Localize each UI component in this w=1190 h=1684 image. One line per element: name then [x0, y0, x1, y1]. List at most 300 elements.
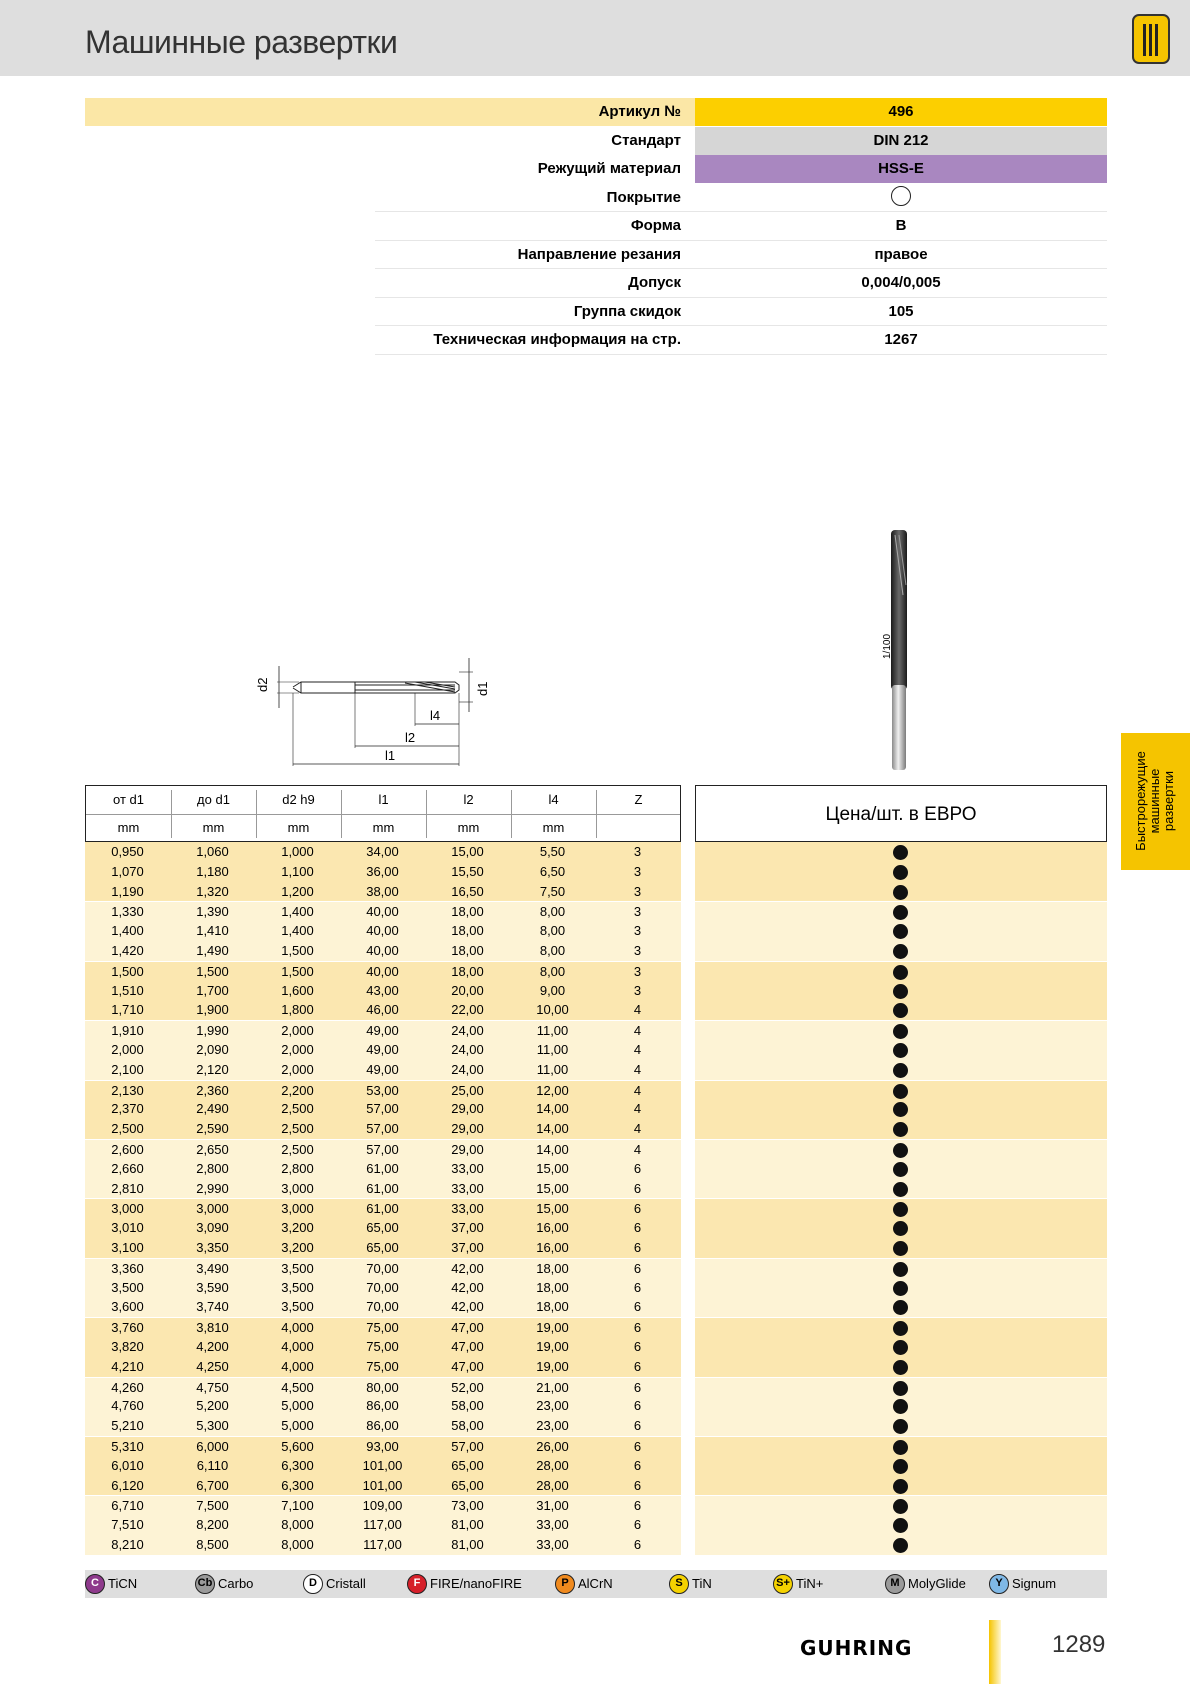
spec-value: правое	[874, 245, 928, 263]
table-cell: 3,740	[196, 1299, 229, 1315]
spec-row	[85, 269, 1107, 298]
price-row	[695, 1198, 1107, 1218]
table-cell: 4,200	[196, 1338, 229, 1354]
table-header	[85, 785, 681, 842]
table-cell: 18,00	[536, 1299, 569, 1315]
price-row	[695, 1416, 1107, 1436]
table-cell: 18,00	[536, 1260, 569, 1276]
table-cell: 19,00	[536, 1338, 569, 1354]
spec-value: 496	[695, 98, 1107, 126]
table-row	[85, 842, 681, 862]
table-cell: 61,00	[366, 1201, 399, 1217]
label-l4: l4	[430, 708, 441, 723]
table-cell: 6	[633, 1201, 642, 1217]
table-cell: 8,00	[539, 904, 566, 920]
table-cell: 5,200	[196, 1398, 229, 1414]
table-cell: 1,100	[281, 863, 314, 879]
table-cell: 1,500	[196, 963, 229, 979]
table-cell: 3,000	[196, 1201, 229, 1217]
brand-logo: GUHRING	[800, 1636, 913, 1660]
availability-dot-icon	[893, 885, 908, 900]
availability-dot-icon	[893, 1262, 908, 1277]
column-header: d2 h9	[282, 792, 315, 807]
spec-row	[85, 155, 1107, 184]
table-cell: 2,200	[281, 1082, 314, 1098]
table-cell: 8,00	[539, 923, 566, 939]
table-cell: 2,120	[196, 1061, 229, 1077]
availability-dot-icon	[893, 1381, 908, 1396]
table-cell: 3,810	[196, 1320, 229, 1336]
table-cell: 1,410	[196, 923, 229, 939]
table-cell: 57,00	[366, 1101, 399, 1117]
table-cell: 101,00	[362, 1457, 403, 1473]
table-cell: 65,00	[451, 1477, 484, 1493]
availability-dot-icon	[893, 1003, 908, 1018]
price-row	[695, 882, 1107, 902]
price-row	[695, 1278, 1107, 1298]
table-cell: 42,00	[451, 1279, 484, 1295]
availability-dot-icon	[893, 1102, 908, 1117]
table-cell: 8,00	[539, 942, 566, 958]
table-cell: 81,00	[451, 1517, 484, 1533]
table-cell: 6	[633, 1398, 642, 1414]
table-cell: 4,260	[111, 1379, 144, 1395]
availability-dot-icon	[893, 1360, 908, 1375]
legend-item	[195, 1574, 253, 1594]
table-cell: 16,50	[451, 883, 484, 899]
spec-label: Стандарт	[611, 131, 681, 149]
availability-dot-icon	[893, 924, 908, 939]
table-cell: 2,800	[281, 1160, 314, 1176]
availability-dot-icon	[893, 1518, 908, 1533]
availability-dot-icon	[893, 1300, 908, 1315]
spec-label: Направление резания	[517, 245, 681, 263]
table-cell: 4,760	[111, 1398, 144, 1414]
availability-dot-icon	[893, 1241, 908, 1256]
table-cell: 29,00	[451, 1121, 484, 1137]
label-l2: l2	[405, 730, 416, 745]
table-row	[85, 1238, 681, 1258]
table-cell: 1,400	[111, 923, 144, 939]
table-row	[85, 1396, 681, 1416]
reamer-logo-icon	[1132, 14, 1170, 64]
table-cell: 49,00	[366, 1041, 399, 1057]
availability-dot-icon	[893, 1221, 908, 1236]
availability-dot-icon	[893, 1162, 908, 1177]
legend-item	[303, 1574, 366, 1594]
table-cell: 14,00	[536, 1121, 569, 1137]
table-cell: 3,000	[281, 1180, 314, 1196]
table-cell: 80,00	[366, 1379, 399, 1395]
page-header	[0, 0, 1190, 76]
table-cell: 101,00	[362, 1477, 403, 1493]
availability-dot-icon	[893, 1479, 908, 1494]
table-cell: 2,650	[196, 1141, 229, 1157]
table-cell: 2,360	[196, 1082, 229, 1098]
dimension-table	[85, 785, 681, 1555]
section-tab-line3: развертки	[1161, 770, 1176, 832]
section-tab-line2: машинные	[1147, 768, 1162, 834]
table-cell: 70,00	[366, 1260, 399, 1276]
spec-label: Техническая информация на стр.	[433, 331, 681, 348]
table-cell: 6	[633, 1358, 642, 1374]
table-row	[85, 981, 681, 1001]
table-row	[85, 941, 681, 961]
table-cell: 6	[633, 1438, 642, 1454]
table-cell: 2,500	[281, 1141, 314, 1157]
table-cell: 1,490	[196, 942, 229, 958]
table-row	[85, 1119, 681, 1139]
table-cell: 3,500	[111, 1279, 144, 1295]
availability-dot-icon	[893, 1202, 908, 1217]
price-row	[695, 1357, 1107, 1377]
price-row	[695, 1080, 1107, 1100]
table-cell: 14,00	[536, 1101, 569, 1117]
table-cell: 3,590	[196, 1279, 229, 1295]
price-row	[695, 1436, 1107, 1456]
table-cell: 1,190	[111, 883, 144, 899]
label-d2: d2	[255, 677, 270, 692]
price-row	[695, 941, 1107, 961]
price-row	[695, 1060, 1107, 1080]
table-cell: 6	[633, 1279, 642, 1295]
table-cell: 6	[633, 1477, 642, 1493]
table-cell: 57,00	[366, 1141, 399, 1157]
price-row	[695, 1020, 1107, 1040]
table-cell: 1,180	[196, 863, 229, 879]
column-header: l2	[463, 792, 474, 807]
table-cell: 1,800	[281, 1002, 314, 1018]
table-cell: 1,500	[111, 963, 144, 979]
table-cell: 43,00	[366, 982, 399, 998]
table-cell: 57,00	[366, 1121, 399, 1137]
table-cell: 38,00	[366, 883, 399, 899]
table-cell: 2,000	[281, 1061, 314, 1077]
table-row	[85, 1080, 681, 1100]
table-cell: 6,010	[111, 1457, 144, 1473]
table-cell: 5,000	[281, 1398, 314, 1414]
table-row	[85, 1139, 681, 1159]
price-row	[695, 1119, 1107, 1139]
table-cell: 46,00	[366, 1002, 399, 1018]
table-cell: 4	[633, 1101, 642, 1117]
availability-dot-icon	[893, 1043, 908, 1058]
price-row	[695, 1396, 1107, 1416]
price-row	[695, 1297, 1107, 1317]
table-cell: 3,010	[111, 1220, 144, 1236]
table-cell: 6	[633, 1498, 642, 1514]
table-cell: 40,00	[366, 904, 399, 920]
availability-dot-icon	[893, 865, 908, 880]
table-cell: 2,800	[196, 1160, 229, 1176]
table-cell: 81,00	[451, 1536, 484, 1552]
table-cell: 18,00	[451, 963, 484, 979]
table-cell: 4,750	[196, 1379, 229, 1395]
availability-dot-icon	[893, 1182, 908, 1197]
table-cell: 1,900	[196, 1002, 229, 1018]
table-cell: 75,00	[366, 1320, 399, 1336]
table-cell: 33,00	[451, 1201, 484, 1217]
legend-item	[669, 1574, 712, 1594]
table-cell: 3,100	[111, 1239, 144, 1255]
table-cell: 4	[633, 1141, 642, 1157]
price-row	[695, 1317, 1107, 1337]
table-cell: 53,00	[366, 1082, 399, 1098]
table-cell: 10,00	[536, 1002, 569, 1018]
table-cell: 34,00	[366, 844, 399, 859]
price-row	[695, 1139, 1107, 1159]
table-cell: 1,500	[281, 942, 314, 958]
table-cell: 6	[633, 1379, 642, 1395]
table-row	[85, 1436, 681, 1456]
table-cell: 6	[633, 1239, 642, 1255]
table-cell: 2,100	[111, 1061, 144, 1077]
table-cell: 0,950	[111, 844, 144, 859]
availability-dot-icon	[893, 1459, 908, 1474]
table-body	[85, 842, 681, 1555]
table-cell: 33,00	[536, 1517, 569, 1533]
table-cell: 3,760	[111, 1320, 144, 1336]
table-cell: 18,00	[451, 904, 484, 920]
table-cell: 42,00	[451, 1299, 484, 1315]
table-cell: 4,210	[111, 1358, 144, 1374]
table-cell: 20,00	[451, 982, 484, 998]
column-header: l1	[378, 792, 389, 807]
coating-badge-icon: S+	[773, 1574, 793, 1594]
table-cell: 6	[633, 1320, 642, 1336]
table-cell: 2,490	[196, 1101, 229, 1117]
column-header: Z	[634, 792, 643, 807]
table-cell: 4,000	[281, 1358, 314, 1374]
table-cell: 5,600	[281, 1438, 314, 1454]
table-cell: 1,400	[281, 923, 314, 939]
table-cell: 24,00	[451, 1041, 484, 1057]
table-cell: 86,00	[366, 1398, 399, 1414]
table-cell: 11,00	[536, 1061, 569, 1077]
table-cell: 7,50	[539, 883, 566, 899]
table-cell: 8,210	[111, 1536, 144, 1552]
table-cell: 117,00	[363, 1517, 402, 1533]
table-cell: 3	[633, 904, 642, 920]
legend-label: TiN	[692, 1576, 712, 1591]
table-row	[85, 1456, 681, 1476]
coating-badge-icon: C	[85, 1574, 105, 1594]
column-unit: mm	[542, 820, 565, 835]
table-cell: 6	[633, 1418, 642, 1434]
section-tab-line1: Быстрорежущие	[1133, 751, 1148, 851]
table-cell: 19,00	[536, 1320, 569, 1336]
availability-dot-icon	[893, 965, 908, 980]
price-row	[695, 921, 1107, 941]
footer-accent	[989, 1620, 1001, 1684]
table-cell: 2,810	[111, 1180, 144, 1196]
row-divider	[375, 354, 1107, 355]
coating-badge-icon: M	[885, 1574, 905, 1594]
table-cell: 2,500	[281, 1101, 314, 1117]
uncoated-circle-icon	[891, 186, 911, 206]
label-d1: d1	[475, 681, 490, 696]
table-cell: 61,00	[366, 1160, 399, 1176]
spec-label: Группа скидок	[573, 302, 681, 320]
table-cell: 15,00	[451, 844, 484, 859]
table-cell: 4,000	[281, 1320, 314, 1336]
table-cell: 3	[633, 863, 642, 879]
table-cell: 33,00	[451, 1160, 484, 1176]
price-row	[695, 1495, 1107, 1515]
table-row	[85, 1060, 681, 1080]
table-cell: 18,00	[451, 923, 484, 939]
availability-dot-icon	[893, 1419, 908, 1434]
column-unit: mm	[287, 820, 310, 835]
table-cell: 6	[633, 1160, 642, 1176]
coating-badge-icon: P	[555, 1574, 575, 1594]
table-cell: 6	[633, 1220, 642, 1236]
table-cell: 14,00	[536, 1141, 569, 1157]
table-cell: 3,820	[111, 1338, 144, 1354]
table-cell: 7,500	[196, 1498, 229, 1514]
table-cell: 2,090	[196, 1041, 229, 1057]
availability-dot-icon	[893, 905, 908, 920]
table-cell: 5,210	[111, 1418, 144, 1434]
table-cell: 3	[633, 963, 642, 979]
table-cell: 8,000	[281, 1517, 314, 1533]
table-row	[85, 1000, 681, 1020]
table-cell: 3,090	[196, 1220, 229, 1236]
table-cell: 5,300	[196, 1418, 229, 1434]
table-cell: 6,000	[196, 1438, 229, 1454]
table-cell: 19,00	[536, 1358, 569, 1374]
table-cell: 37,00	[451, 1220, 484, 1236]
legend-item	[85, 1574, 137, 1594]
table-row	[85, 1476, 681, 1496]
table-cell: 3,200	[281, 1239, 314, 1255]
price-row	[695, 1456, 1107, 1476]
table-cell: 7,100	[281, 1498, 314, 1514]
table-cell: 5,000	[281, 1418, 314, 1434]
spec-value: 105	[888, 302, 914, 320]
spec-label: Форма	[630, 217, 681, 234]
spec-row	[85, 241, 1107, 270]
table-row	[85, 1179, 681, 1199]
table-cell: 3,000	[111, 1201, 144, 1217]
table-cell: 3,350	[196, 1239, 229, 1255]
table-row	[85, 921, 681, 941]
table-cell: 29,00	[451, 1141, 484, 1157]
price-row	[695, 1099, 1107, 1119]
table-cell: 6	[633, 1536, 642, 1552]
table-cell: 2,000	[281, 1023, 314, 1039]
table-cell: 24,00	[451, 1061, 484, 1077]
availability-dot-icon	[893, 1063, 908, 1078]
table-cell: 52,00	[451, 1379, 484, 1395]
table-cell: 3,500	[281, 1279, 314, 1295]
column-header: от d1	[113, 792, 144, 807]
table-cell: 5,50	[539, 844, 566, 859]
table-cell: 70,00	[366, 1299, 399, 1315]
table-cell: 1,700	[196, 982, 229, 998]
legend-label: Carbo	[218, 1576, 254, 1591]
table-row	[85, 862, 681, 882]
table-cell: 4,000	[281, 1338, 314, 1354]
table-cell: 5,310	[111, 1438, 144, 1454]
section-tab[interactable]	[1121, 733, 1190, 870]
table-cell: 1,330	[111, 904, 144, 920]
table-cell: 65,00	[366, 1220, 399, 1236]
table-row	[85, 1416, 681, 1436]
table-cell: 4,250	[196, 1358, 229, 1374]
table-cell: 2,000	[111, 1041, 144, 1057]
table-cell: 70,00	[366, 1279, 399, 1295]
availability-dot-icon	[893, 944, 908, 959]
spec-label: Артикул №	[598, 103, 681, 120]
table-row	[85, 901, 681, 921]
price-row	[695, 1159, 1107, 1179]
table-cell: 1,320	[196, 883, 229, 899]
table-cell: 3,000	[281, 1201, 314, 1217]
availability-dot-icon	[893, 1340, 908, 1355]
price-row	[695, 1000, 1107, 1020]
spec-value: DIN 212	[695, 127, 1107, 155]
table-cell: 12,00	[536, 1082, 569, 1098]
table-cell: 58,00	[451, 1418, 484, 1434]
table-cell: 8,500	[196, 1536, 229, 1552]
price-row	[695, 1535, 1107, 1555]
table-row	[85, 1159, 681, 1179]
spec-row	[85, 326, 1107, 355]
coating-legend	[85, 1570, 1107, 1598]
column-unit: mm	[457, 820, 480, 835]
label-l1: l1	[385, 748, 396, 763]
table-cell: 75,00	[366, 1338, 399, 1354]
price-body	[695, 842, 1107, 1555]
table-cell: 1,200	[281, 883, 314, 899]
spec-value: B	[895, 217, 907, 234]
spec-row	[85, 184, 1107, 213]
table-row	[85, 1495, 681, 1515]
table-cell: 4	[633, 1023, 642, 1039]
table-row	[85, 1297, 681, 1317]
table-cell: 18,00	[536, 1279, 569, 1295]
table-cell: 6,700	[196, 1477, 229, 1493]
table-cell: 21,00	[536, 1379, 569, 1395]
table-cell: 16,00	[536, 1239, 569, 1255]
legend-label: TiN+	[796, 1576, 824, 1591]
table-cell: 6	[633, 1338, 642, 1354]
price-row	[695, 1258, 1107, 1278]
table-cell: 49,00	[366, 1023, 399, 1039]
spec-block	[85, 98, 1107, 355]
legend-item	[989, 1574, 1056, 1594]
table-cell: 75,00	[366, 1358, 399, 1374]
table-cell: 6,300	[281, 1457, 314, 1473]
table-cell: 6	[633, 1517, 642, 1533]
spec-row	[85, 298, 1107, 327]
table-cell: 65,00	[366, 1239, 399, 1255]
table-cell: 33,00	[451, 1180, 484, 1196]
table-cell: 15,00	[536, 1160, 569, 1176]
table-cell: 4	[633, 1082, 642, 1098]
price-column	[695, 785, 1107, 1555]
table-cell: 6	[633, 1299, 642, 1315]
table-cell: 3,200	[281, 1220, 314, 1236]
availability-dot-icon	[893, 1399, 908, 1414]
availability-dot-icon	[893, 1024, 908, 1039]
table-cell: 29,00	[451, 1101, 484, 1117]
table-cell: 1,710	[111, 1002, 144, 1018]
table-row	[85, 882, 681, 902]
availability-dot-icon	[893, 1281, 908, 1296]
table-cell: 9,00	[539, 982, 566, 998]
